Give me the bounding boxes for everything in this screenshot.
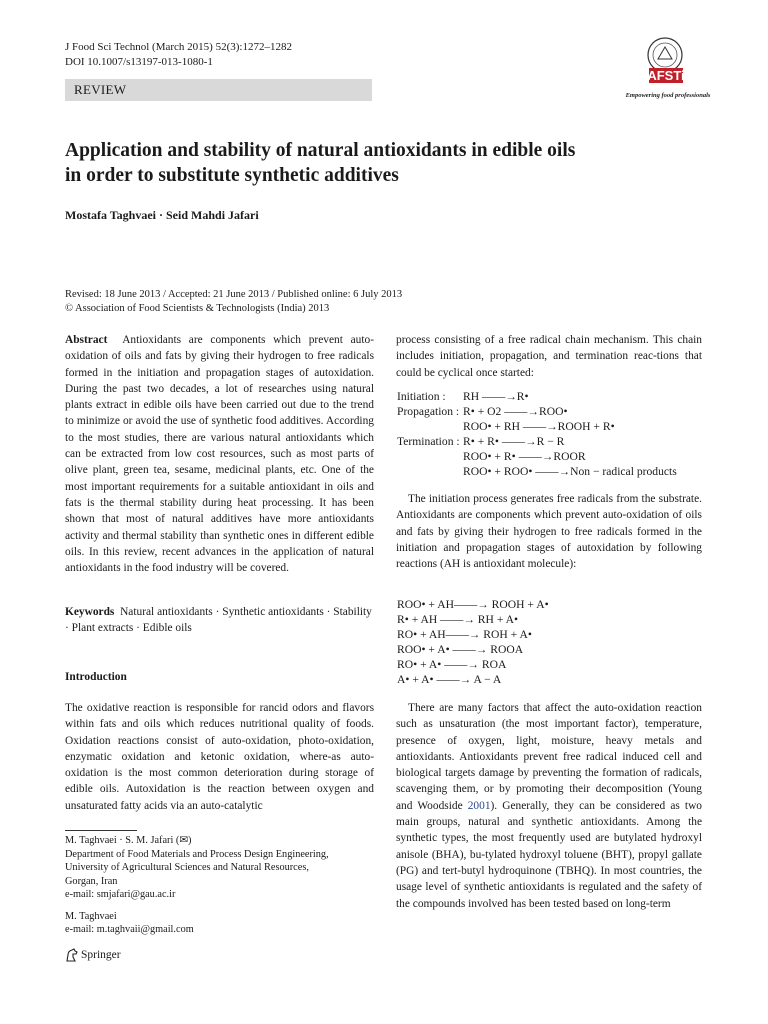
footnote-divider — [65, 830, 137, 831]
article-title — [65, 138, 705, 188]
journal-citation — [65, 40, 292, 70]
springer-horse-icon — [65, 948, 78, 962]
title-line-1: Application and stability of natural antioxidants in edible oils — [65, 140, 576, 161]
antioxidant-reaction: A• + A• ——→ A − A — [397, 673, 502, 686]
termination-reaction-3: ROO• + ROO• ——→Non − radical products — [463, 465, 677, 478]
right-para-2: The initiation process generates free radicals from the substrate. Antioxidants are components which prevent auto-oxidation of oils and fats by giving their hydrogen to free radicals formed in the initiation and propagation stages of autoxidation by following reactions (AH is antioxidant molecule): — [396, 493, 702, 571]
footnote-author-2: M. Taghvaei — [65, 910, 117, 922]
termination-label: Termination : — [397, 435, 460, 448]
footnote-email-1[interactable]: e-mail: smjafari@gau.ac.ir — [65, 889, 176, 900]
reaction-scheme-2 — [397, 597, 549, 687]
abstract-label: Abstract — [65, 334, 108, 346]
initiation-reaction: RH ——→R• — [463, 390, 529, 403]
abstract-text: Antioxidants are components which prevent auto-oxidation of oils and fats by giving their hydrogen to free radicals formed in the initiation and propagation stages of autoxidation. During the past two decades, a lot of researches using natural plants extract in edible oils have been carried out due to the trend to minimize or avoid the use of synthetic food additives. According to the most studies, there are various natural antioxidants which can be extracted from low cost resources, such as most parts of olive plant, green tea, sesame, medicinal plants, etc. One of the most important requirements for a suitable antioxidant in oils and fats is the thermal stability during heat processing. It has been shown that most of natural additives have more antioxidants activity and thermal stability than synthetic ones in different edible oils. In this review, recent advances in the application of natural antioxidants in the food industry will be covered. — [65, 334, 374, 575]
keywords-block — [65, 604, 374, 637]
authors: Mostafa Taghvaei · Seid Mahdi Jafari — [65, 208, 259, 222]
reaction-scheme-1 — [397, 389, 677, 479]
termination-reaction-1: R• + R• ——→R − R — [463, 435, 565, 448]
logo-text: AFSTi — [647, 68, 685, 83]
propagation-reaction-2: ROO• + RH ——→ROOH + R• — [463, 420, 615, 433]
title-line-2: in order to substitute synthetic additives — [65, 165, 399, 186]
publisher-name: Springer — [81, 949, 121, 961]
introduction-heading: Introduction — [65, 671, 127, 683]
dates-line: Revised: 18 June 2013 / Accepted: 21 June 2013 / Published online: 6 July 2013 — [65, 289, 403, 300]
antioxidant-reaction: RO• + AH——→ ROH + A• — [397, 628, 532, 641]
antioxidant-reaction: R• + AH ——→ RH + A• — [397, 613, 519, 626]
introduction-paragraph: The oxidative reaction is responsible for rancid odors and flavors within fats and oils which reduces nutritional quality of foods. Oxidation reactions consist of auto-oxidation, photo-oxidation, enzymatic oxidation and ketonic oxidation, where-as auto-oxidation is the most common deterioration during storage of edible oils. Autoxidation is the reaction between oxygen and unsaturated fatty acids via an auto-catalytic — [65, 702, 374, 812]
termination-reaction-2: ROO• + R• ——→ROOR — [463, 450, 586, 463]
footnote-authors: M. Taghvaei · S. M. Jafari (✉) — [65, 835, 192, 846]
abstract-block — [65, 332, 374, 576]
citation-link[interactable]: 2001 — [467, 799, 491, 812]
keywords-label: Keywords — [65, 606, 115, 618]
propagation-reaction-1: R• + O2 ——→ROO• — [463, 405, 568, 418]
journal-line: J Food Sci Technol (March 2015) 52(3):1272–1282 — [65, 41, 292, 53]
introduction-text — [65, 700, 374, 814]
section-label: REVIEW — [74, 82, 127, 97]
footnote-location: Gorgan, Iran — [65, 875, 118, 887]
antioxidant-reaction: ROO• + A• ——→ ROOA — [397, 643, 524, 656]
section-label-bar — [65, 79, 372, 101]
keywords-text: Natural antioxidants · Synthetic antioxidants · Stability · Plant extracts · Edible oils — [65, 606, 372, 635]
footnote-university: University of Agricultural Sciences and Natural Resources, — [65, 862, 309, 873]
publication-dates — [65, 288, 402, 316]
copyright-line: © Association of Food Scientists & Technologists (India) 2013 — [65, 303, 330, 314]
footnote-email-2[interactable]: e-mail: m.taghvaii@gmail.com — [65, 924, 194, 935]
footnote-dept: Department of Food Materials and Process Design Engineering, — [65, 848, 329, 860]
afsti-emblem-icon — [618, 35, 718, 105]
initiation-label: Initiation : — [397, 390, 446, 403]
propagation-label: Propagation : — [397, 405, 460, 418]
right-para-3: There are many factors that affect the auto-oxidation reaction such as unsaturation (the most important factor), temperature, presence of oxygen, light, moisture, heavy metals and antioxidants. Antioxidants prevent free radical induced cell and biological targets damage by preventing the formation of radicals, scavenging them, or by promoting their decomposition (Young and Woodside 2001). Generally, they can be considered as two main groups, natural and synthetic antioxidants. Among the synthetic types, the most frequently used are butylated hydroxyl anisole (BHA), bu-tylated hydroxyl toluene (BHT), propyl gallate (PG) and tert-butyl hydroquinone (TBHQ). In most countries, the usage level of synthetic antioxidants is regulated and the safety of the compounds involved has been tested based on long-term — [396, 702, 702, 910]
antioxidant-reaction: RO• + A• ——→ ROA — [397, 658, 507, 671]
publisher-footer — [65, 948, 121, 962]
logo-tagline: Empowering food professionals — [625, 92, 711, 99]
antioxidant-reaction: ROO• + AH——→ ROOH + A• — [397, 598, 549, 611]
afsti-logo — [618, 35, 718, 105]
author-footnote — [65, 834, 329, 937]
right-para-1: process consisting of a free radical chain mechanism. This chain includes initiation, propagation, and termination reac-tions that could be cyclical once started: — [396, 334, 702, 379]
doi-line: DOI 10.1007/s13197-013-1080-1 — [65, 56, 213, 68]
